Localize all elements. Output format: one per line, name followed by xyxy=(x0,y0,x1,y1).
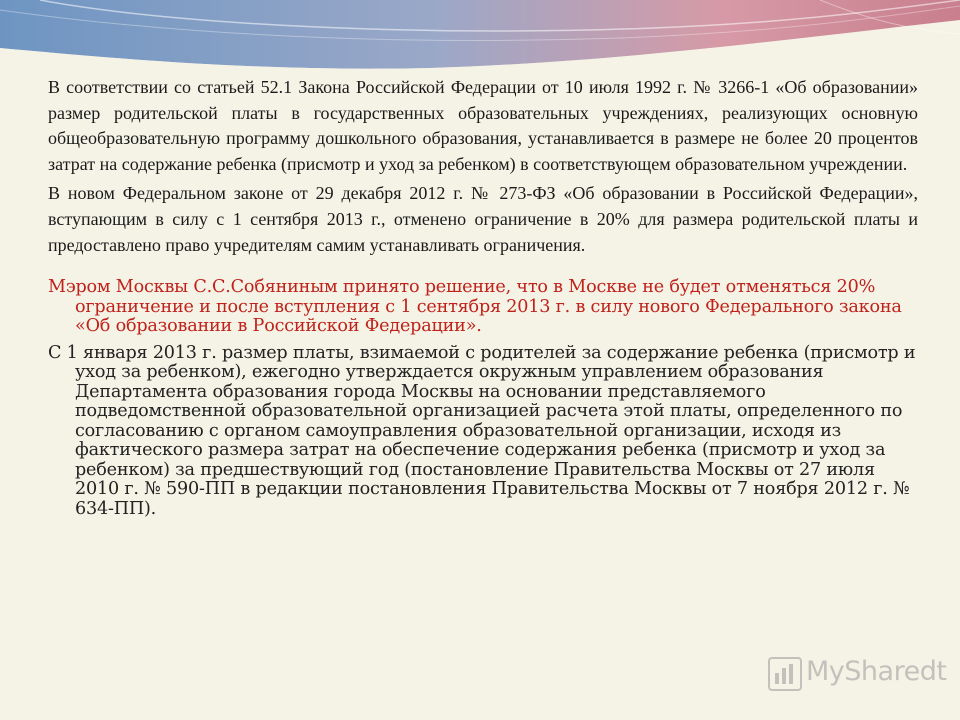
paragraph-mayor-decision: Мэром Москвы С.С.Собяниным принято решение, что в Москве не будет отменяться 20% ограничение и после вступления с 1 сентября 2013 г. в силу нового Федерального закона «Об образовании в Российской Федерации». xyxy=(48,277,902,337)
paragraph-federal-law-273: В новом Федеральном законе от 29 декабря 2012 г. № 273-ФЗ «Об образовании в Российской Федерации», вступающим в силу с 1 сентября 2013 г., отменено ограничение в 20% для размера родительской платы и предоставлено право учредителям самим устанавливать ограничения. xyxy=(48,183,918,255)
paragraph-law-52-1: В соответствии со статьей 52.1 Закона Российской Федерации от 10 июля 1992 г. № 3266-1 «Об образовании» размер родительской платы в государственных образовательных учреждениях, реализующих основную общеобразовательную программу дошкольного образования, устанавливается в размере не более 20 процентов затрат на содержание ребенка (присмотр и уход за ребенком) в соответствующем образовательном учреждении. xyxy=(48,77,918,174)
slide-body xyxy=(48,75,918,519)
myshared-logo-icon xyxy=(768,657,802,691)
watermark-text: MySharedt xyxy=(806,656,947,687)
paragraph-fee-procedure: С 1 января 2013 г. размер платы, взимаемой с родителей за содержание ребенка (присмотр и уход за ребенком), ежегодно утверждается окружным управлением образования Департамента образования города Москвы на основании представляемого подведомственной образовательной организацией расчета этой платы, определенного по согласованию с органом самоуправления образовательной организации, исходя из фактического размера затрат на обеспечение содержания ребенка (присмотр и уход за ребенком) за предшествующий год (постановление Правительства Москвы от 27 июля 2010 г. № 590-ПП в редакции постановления Правительства Москвы от 7 ноября 2012 г. № 634-ПП). xyxy=(48,342,916,519)
myshared-watermark xyxy=(768,655,947,695)
